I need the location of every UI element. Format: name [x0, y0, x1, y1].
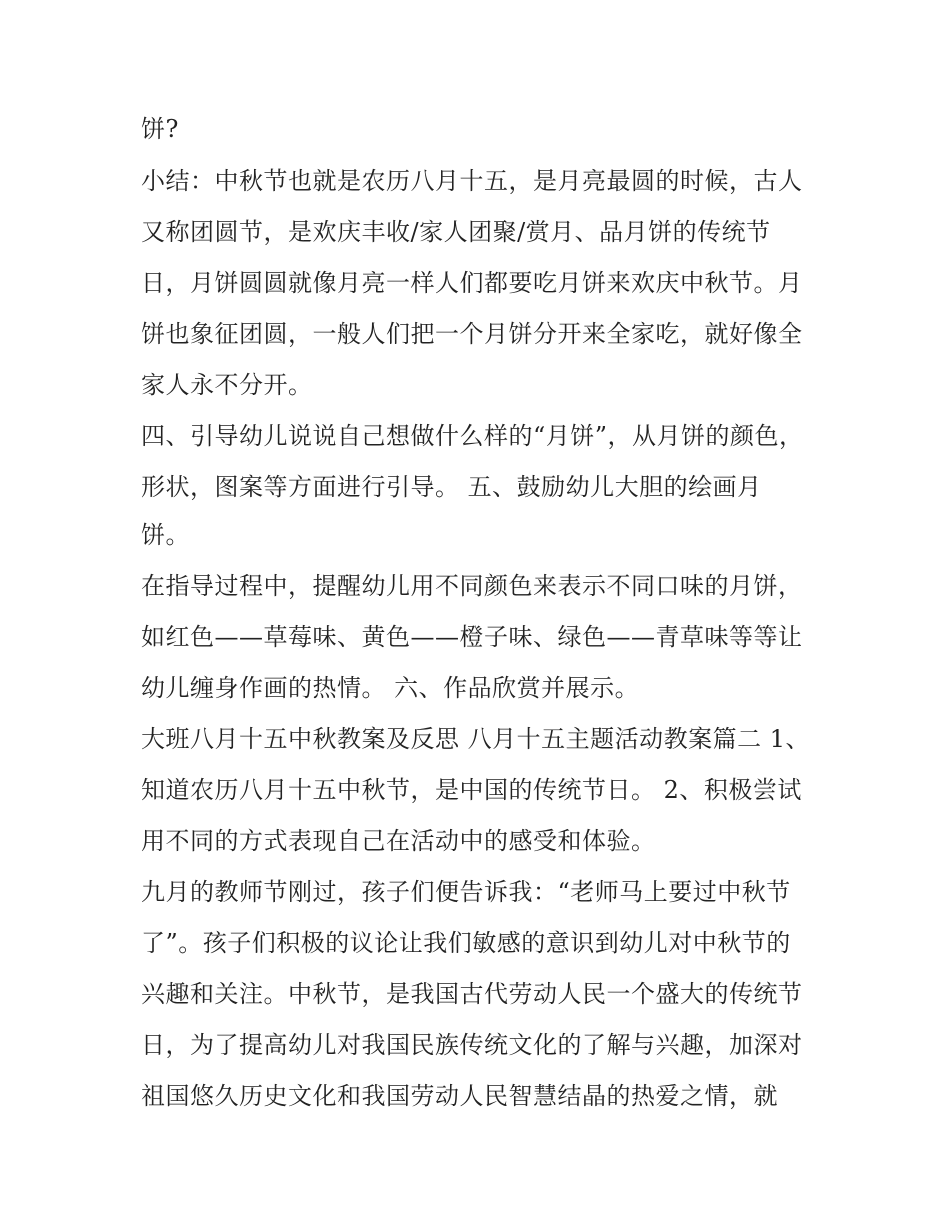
text-line: 了”。孩子们积极的议论让我们敏感的意识到幼儿对中秋节的 [141, 929, 791, 957]
text-line: 小结：中秋节也就是农历八月十五，是月亮最圆的时候，古人 [141, 167, 803, 195]
text-line: 用不同的方式表现自己在活动中的感受和体验。 [141, 827, 656, 855]
text-line: 形状，图案等方面进行引导。 五、鼓励幼儿大胆的绘画月 [141, 473, 762, 501]
text-line: 家人永不分开。 [141, 371, 313, 399]
text-line: 祖国悠久历史文化和我国劳动人民智慧结晶的热爱之情，就 [141, 1082, 778, 1110]
text-line: 饼。 [141, 521, 190, 549]
text-line: 四、引导幼儿说说自己想做什么样的“月饼”，从月饼的颜色， [141, 422, 804, 450]
text-line: 饼? [141, 115, 179, 143]
text-line: 在指导过程中，提醒幼儿用不同颜色来表示不同口味的月饼， [141, 572, 803, 600]
text-line: 日，为了提高幼儿对我国民族传统文化的了解与兴趣，加深对 [141, 1031, 803, 1059]
text-line: 日，月饼圆圆就像月亮一样人们都要吃月饼来欢庆中秋节。月 [141, 269, 803, 297]
text-line: 知道农历八月十五中秋节，是中国的传统节日。 2、积极尝试 [141, 776, 802, 804]
text-line: 大班八月十五中秋教案及反思 八月十五主题活动教案篇二 1、 [141, 725, 811, 753]
text-line: 兴趣和关注。中秋节，是我国古代劳动人民一个盛大的传统节 [141, 980, 803, 1008]
text-line: 幼儿缠身作画的热情。 六、作品欣赏并展示。 [141, 674, 640, 702]
text-line: 九月的教师节刚过，孩子们便告诉我：“老师马上要过中秋节 [141, 878, 791, 906]
text-line: 又称团圆节，是欢庆丰收/家人团聚/赏月、品月饼的传统节 [141, 218, 771, 246]
text-line: 如红色——草莓味、黄色——橙子味、绿色——青草味等等让 [141, 623, 803, 651]
text-line: 饼也象征团圆，一般人们把一个月饼分开来全家吃，就好像全 [141, 320, 803, 348]
